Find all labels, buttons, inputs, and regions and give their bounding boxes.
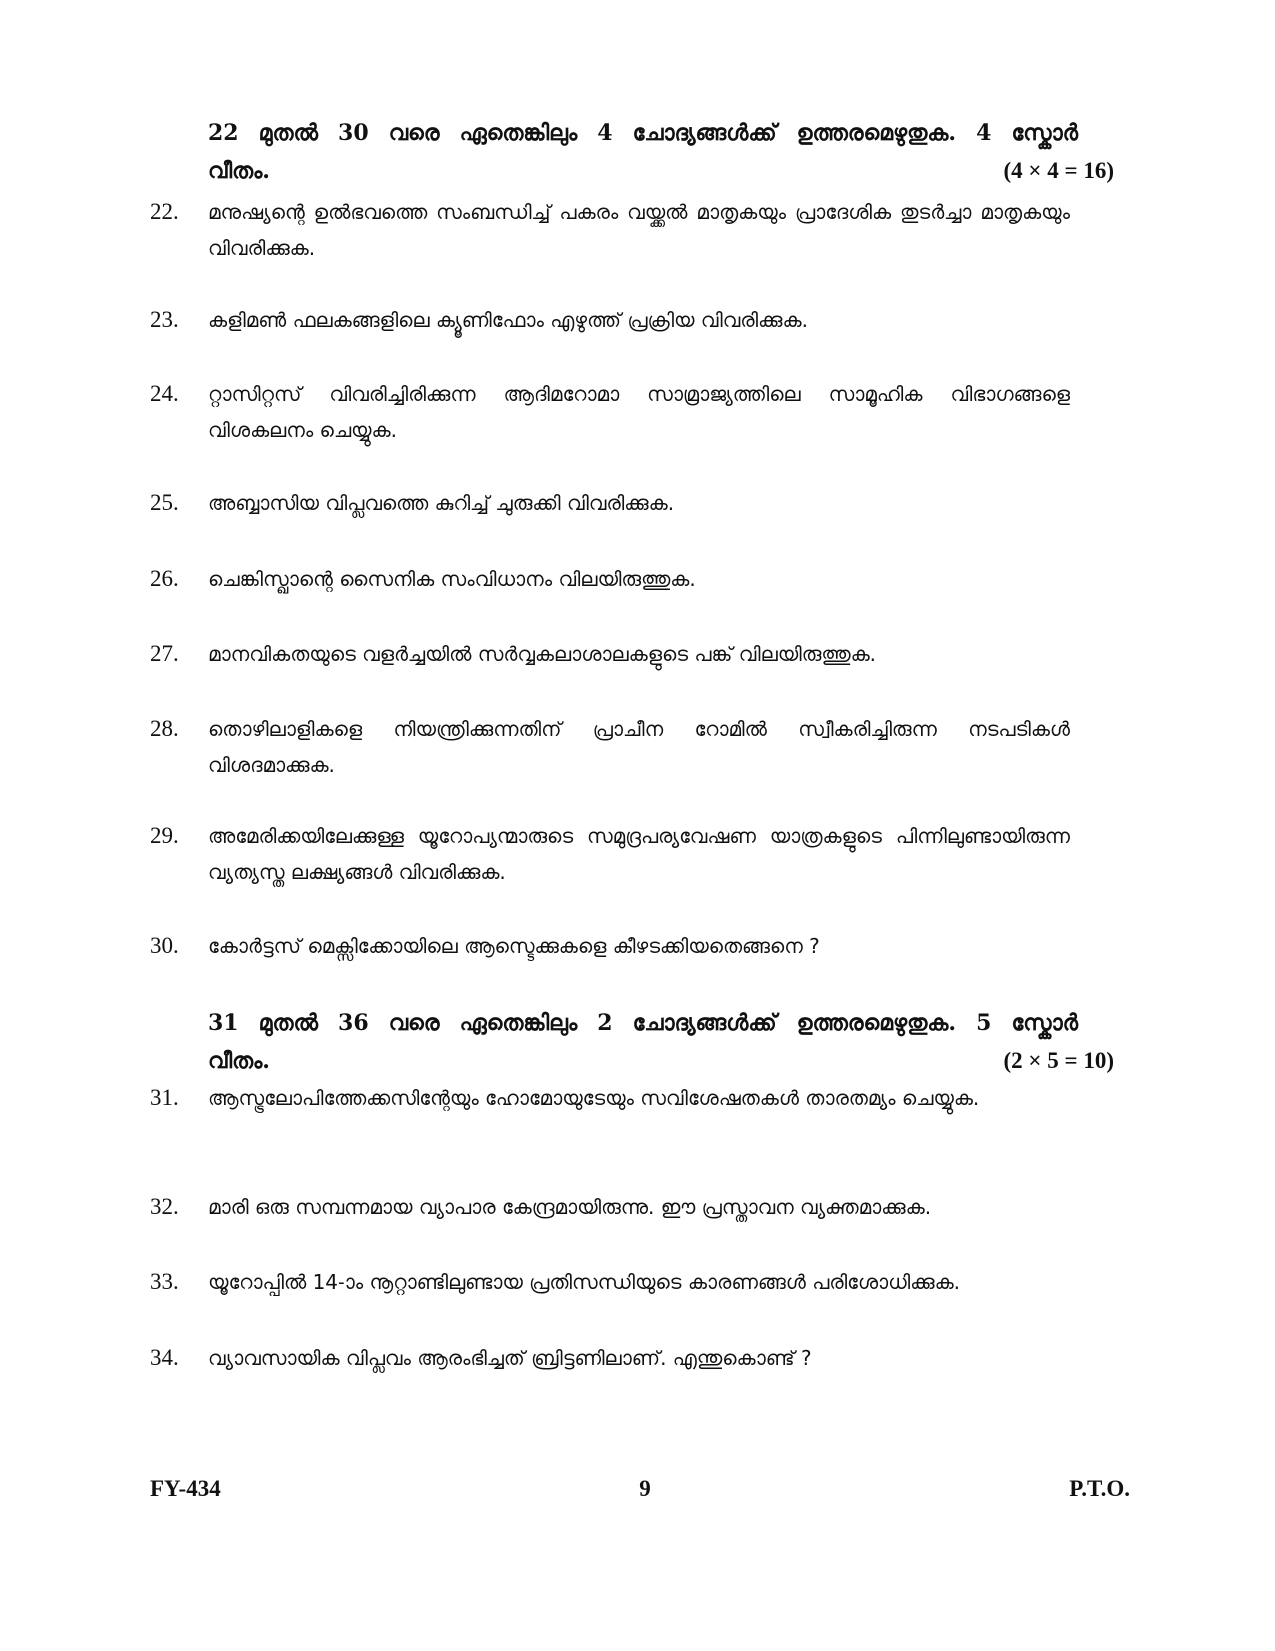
marks-allocation: (2 × 5 = 10) [1003, 1048, 1114, 1073]
question-item [150, 1189, 1070, 1225]
instruction-line: 31 മുതൽ 36 വരെ ഏതെങ്കിലും 2 ചോദ്യങ്ങൾക്ക് ഉത്തരമെഴുതുക. 5 സ്കോർ [208, 1010, 1078, 1036]
question-text: ചെങ്കിസ്ഖാന്റെ സൈനിക സംവിധാനം വിലയിരുത്തുക. [208, 567, 696, 591]
page-footer [150, 1476, 1130, 1502]
marks-allocation: (4 × 4 = 16) [1003, 158, 1114, 183]
question-number: 26. [150, 566, 179, 591]
question-item [150, 194, 1070, 266]
question-number: 28. [150, 716, 179, 741]
question-item [150, 636, 1070, 672]
question-text: അമേരിക്കയിലേക്കുള്ള യൂറോപ്യന്മാരുടെ സമുദ്രപര്യവേഷണ യാത്രകളുടെ പിന്നിലുണ്ടായിരുന്ന വ്യത്യസ്ത ലക്ഷ്യങ്ങൾ വിവരിക്കുക. [208, 824, 1070, 884]
section-instruction-a [208, 114, 1114, 190]
question-text: അബ്ബാസിയ വിപ്ലവത്തെ കുറിച്ച് ചുരുക്കി വിവരിക്കുക. [208, 491, 675, 515]
question-text: ആസ്ട്രലോപിത്തേക്കസിന്റേയും ഹോമോയുടേയും സവിശേഷതകൾ താരതമ്യം ചെയ്യുക. [208, 1086, 980, 1110]
paper-code: FY-434 [150, 1476, 221, 1501]
question-number: 22. [150, 199, 179, 224]
please-turn-over: P.T.O. [1069, 1476, 1130, 1501]
question-item [150, 1340, 1070, 1376]
question-item [150, 818, 1070, 890]
question-item [150, 1264, 1070, 1300]
question-number: 25. [150, 490, 179, 515]
question-number: 31. [150, 1085, 179, 1110]
question-number: 30. [150, 933, 179, 958]
question-item [150, 1080, 1070, 1116]
question-text: വ്യാവസായിക വിപ്ലവം ആരംഭിച്ചത് ബ്രിട്ടണിലാണ്. എന്തുകൊണ്ട് ? [208, 1346, 812, 1370]
question-item [150, 928, 1070, 964]
question-item [150, 561, 1070, 597]
page-number: 9 [639, 1476, 651, 1501]
question-text: റ്റാസിറ്റസ് വിവരിച്ചിരിക്കുന്ന ആദിമറോമാ സാമ്രാജ്യത്തിലെ സാമൂഹിക വിഭാഗങ്ങളെ വിശകലനം ചെയ്യുക. [208, 382, 1070, 442]
question-text: തൊഴിലാളികളെ നിയന്ത്രിക്കുന്നതിന് പ്രാചീന റോമിൽ സ്വീകരിച്ചിരുന്ന നടപടികൾ വിശദമാക്കുക. [208, 717, 1070, 777]
instruction-line: വീതം. [208, 158, 270, 184]
question-number: 27. [150, 641, 179, 666]
question-number: 33. [150, 1269, 179, 1294]
question-number: 24. [150, 381, 179, 406]
question-item [150, 485, 1070, 521]
question-text: കളിമൺ ഫലകങ്ങളിലെ ക്യൂണിഫോം എഴുത്ത് പ്രക്രിയ വിവരിക്കുക. [208, 308, 808, 332]
question-number: 34. [150, 1345, 179, 1370]
question-number: 32. [150, 1194, 179, 1219]
instruction-line-row [208, 152, 1114, 190]
question-item [150, 376, 1070, 448]
question-item [150, 711, 1070, 783]
instruction-line: 22 മുതൽ 30 വരെ ഏതെങ്കിലും 4 ചോദ്യങ്ങൾക്ക് ഉത്തരമെഴുതുക. 4 സ്കോർ [208, 120, 1078, 146]
question-text: മാരി ഒരു സമ്പന്നമായ വ്യാപാര കേന്ദ്രമായിരുന്നു. ഈ പ്രസ്താവന വ്യക്തമാക്കുക. [208, 1195, 932, 1219]
question-number: 23. [150, 307, 179, 332]
question-number: 29. [150, 823, 179, 848]
question-text: കോർട്ടസ് മെക്സിക്കോയിലെ ആസ്ടെക്കുകളെ കീഴടക്കിയതെങ്ങനെ ? [208, 934, 820, 958]
question-item [150, 302, 1070, 338]
instruction-line-row [208, 1042, 1114, 1080]
question-text: മാനവികതയുടെ വളർച്ചയിൽ സർവ്വകലാശാലകളുടെ പങ്ക് വിലയിരുത്തുക. [208, 642, 877, 666]
section-instruction-b [208, 1004, 1114, 1080]
question-text: യൂറോപ്പിൽ 14-ാം നൂറ്റാണ്ടിലുണ്ടായ പ്രതിസന്ധിയുടെ കാരണങ്ങൾ പരിശോധിക്കുക. [208, 1270, 961, 1294]
instruction-line: വീതം. [208, 1048, 270, 1074]
question-text: മനുഷ്യന്റെ ഉൽഭവത്തെ സംബന്ധിച്ച് പകരം വയ്ക്കൽ മാതൃകയും പ്രാദേശിക തുടർച്ചാ മാതൃകയും വിവരിക്കുക. [208, 200, 1070, 260]
